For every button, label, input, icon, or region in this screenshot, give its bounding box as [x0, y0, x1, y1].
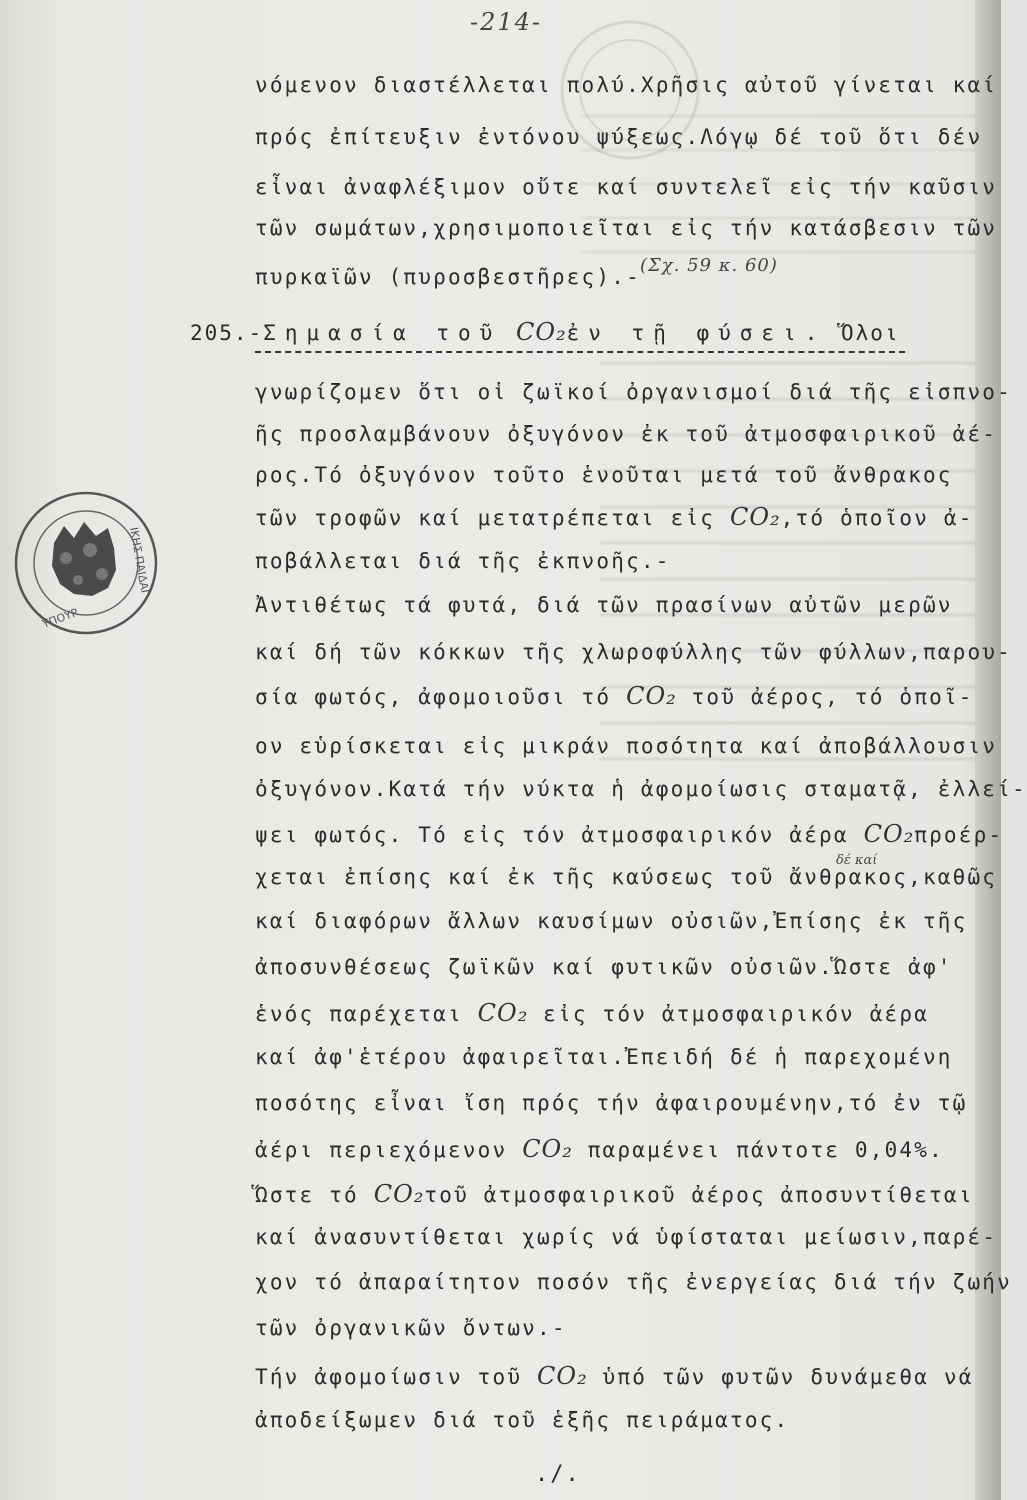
text-line: τῶν σωμάτων,χρησιμοποιεῖται εἰς τήν κατάσβεσιν τῶν: [255, 216, 998, 240]
formula-co2: CO₂: [626, 682, 677, 710]
formula-co2: CO₂: [373, 1180, 425, 1208]
text-span: ἑνός παρέχεται: [255, 1002, 463, 1026]
text-line: ποσότης εἶναι ἴση πρός τήν ἀφαιρουμένην,τό ἐν τῷ: [255, 1091, 968, 1115]
section-heading: [190, 318, 900, 346]
text-line: [255, 820, 1003, 848]
text-line: [255, 999, 929, 1027]
text-line: νόμενον διαστέλλεται πολύ.Χρῆσις αὐτοῦ γίνεται καί: [255, 73, 998, 97]
text-line: [255, 682, 974, 710]
text-line: [255, 503, 974, 531]
text-line: ἀποδείξωμεν διά τοῦ ἑξῆς πειράματος.: [255, 1408, 790, 1432]
text-span: σία φωτός, ἀφομοιοῦσι τό: [255, 685, 612, 709]
text-span: ἀέρι περιεχόμενον: [255, 1138, 508, 1162]
text-line: ῆς προσλαμβάνουν ὀξυγόνον ἐκ τοῦ ἀτμοσφαιρικοῦ ἀέ-: [255, 422, 998, 446]
text-line: εἶναι ἀναφλέξιμον οὔτε καί συντελεῖ εἰς τήν καῦσιν: [255, 175, 998, 199]
text-line: καί διαφόρων ἄλλων καυσίμων οὐσιῶν,Ἐπίσης ἐκ τῆς: [255, 909, 968, 933]
text-line: ἀποσυνθέσεως ζωϊκῶν καί φυτικῶν οὐσιῶν.Ὥστε ἀφ': [255, 955, 953, 979]
text-span: ὑπό τῶν φυτῶν δυνάμεθα νά: [602, 1365, 974, 1389]
formula-co2: CO₂: [477, 999, 529, 1027]
text-line: χον τό ἀπαραίτητον ποσόν τῆς ἐνεργείας διά τήν ζωήν: [255, 1270, 1012, 1294]
svg-text:ΙΚΗΣ ΠΑΙΔΑΓ: ΙΚΗΣ ΠΑΙΔΑΓ: [127, 526, 152, 597]
text-line: γνωρίζομεν ὅτι οἱ ζωϊκοί ὀργανισμοί διά τῆς εἰσπνο-: [255, 380, 1012, 404]
formula-co2: CO₂: [863, 820, 915, 848]
text-line: [255, 1362, 974, 1390]
formula-co2: CO₂: [522, 1135, 573, 1163]
text-line: [255, 1135, 944, 1163]
formula-co2: CO₂: [515, 318, 567, 346]
text-line: τῶν ὀργανικῶν ὄντων.-: [255, 1316, 567, 1340]
page-number: -214-: [470, 8, 543, 36]
formula-co2: CO₂: [729, 503, 781, 531]
text-span: προέρ-: [914, 823, 1004, 847]
text-line: καί ἀνασυντίθεται χωρίς νά ὑφίσταται μείωσιν,παρέ-: [255, 1225, 998, 1249]
text-line: ον εὑρίσκεται εἰς μικράν ποσότητα καί ἀποβάλλουσιν: [255, 734, 998, 758]
formula-co2: CO₂: [537, 1362, 588, 1390]
text-span: τοῦ ἀτμοσφαιρικοῦ ἀέρος ἀποσυντίθεται: [424, 1183, 974, 1207]
handwritten-insertion: δέ καί: [836, 853, 878, 868]
text-span: τῶν τροφῶν καί μετατρέπεται εἰς: [255, 506, 716, 530]
section-title-end: ἐν τῇ φύσει.: [566, 321, 827, 345]
text-span: Τήν ἀφομοίωσιν τοῦ: [255, 1365, 523, 1389]
section-first-word: Ὅλοι: [841, 321, 900, 345]
section-number: 205.-: [190, 321, 264, 345]
text-span: ψει φωτός. Τό εἰς τόν ἀτμοσφαιρικόν ἀέρα: [255, 823, 849, 847]
text-line: πυρκαϊῶν (πυροσβεστῆρες).-: [255, 265, 641, 289]
text-line: πρός ἐπίτευξιν ἐντόνου ψύξεως.Λόγῳ δέ τοῦ ὅτι δέν: [255, 125, 983, 149]
section-underline: [255, 351, 905, 353]
text-span: παραμένει πάντοτε 0,04%.: [587, 1138, 944, 1162]
section-title-start: Σημασία τοῦ: [263, 321, 502, 345]
text-line: [255, 1180, 974, 1208]
text-line: καί ἀφ'ἑτέρου ἀφαιρεῖται.Ἐπειδή δέ ἡ παρεχομένη: [255, 1045, 953, 1069]
text-span: ,τό ὁποῖον ἀ-: [780, 506, 974, 530]
handwritten-figure-note: (Σχ. 59 κ. 60): [640, 255, 778, 276]
text-line: ρος.Τό ὀξυγόνον τοῦτο ἑνοῦται μετά τοῦ ἄνθρακος: [255, 463, 953, 487]
continuation-mark: ./.: [535, 1462, 581, 1487]
text-line: ὀξυγόνον.Κατά τήν νύκτα ἡ ἀφομοίωσις σταματᾷ, ἐλλεί-: [255, 777, 1027, 801]
text-line: χεται ἐπίσης καί ἐκ τῆς καύσεως τοῦ ἄνθρακος,καθῶς: [255, 865, 998, 889]
text-line: καί δή τῶν κόκκων τῆς χλωροφύλλης τῶν φύλλων,παρου-: [255, 640, 1012, 664]
svg-text:ΥΠΟΥΡ: ΥΠΟΥΡ: [40, 605, 80, 631]
library-seal-stamp: [4, 488, 152, 638]
text-span: εἰς τόν ἀτμοσφαιρικόν ἀέρα: [543, 1002, 930, 1026]
text-span: Ὥστε τό: [255, 1183, 359, 1207]
text-line: ποβάλλεται διά τῆς ἐκπνοῆς.-: [255, 549, 671, 573]
text-span: τοῦ ἀέρος, τό ὁποῖ-: [691, 685, 974, 709]
text-line: Ἀντιθέτως τά φυτά, διά τῶν πρασίνων αὐτῶν μερῶν: [255, 593, 953, 617]
